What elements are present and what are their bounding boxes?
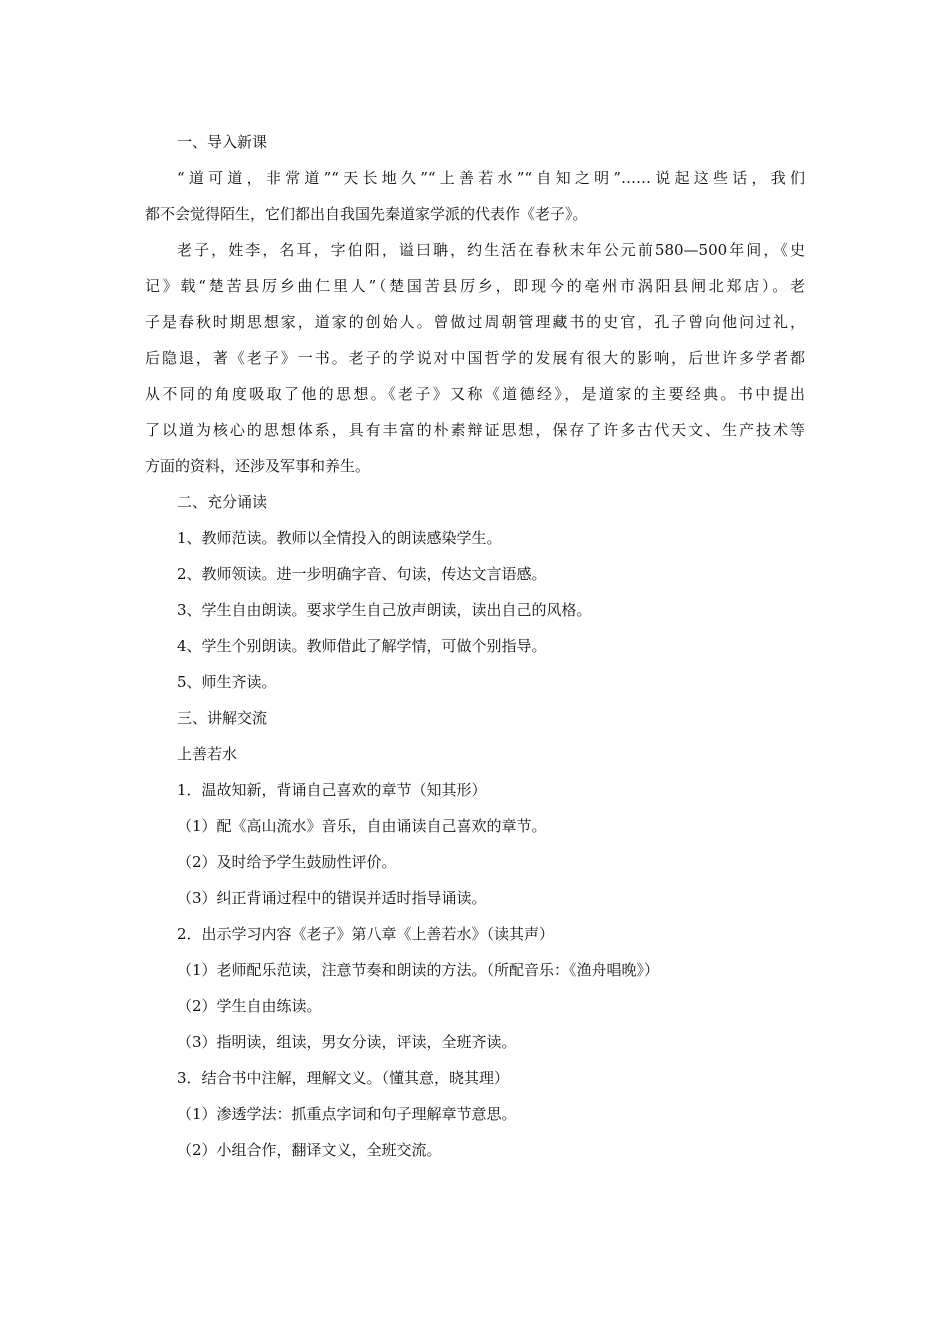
paragraph-line: 方面的资料，还涉及军事和养生。 (145, 457, 371, 475)
reading-steps-list (145, 520, 805, 700)
section-heading-reading: 二、充分诵读 (177, 493, 268, 511)
list-item: （2）及时给予学生鼓励性评价。 (177, 853, 397, 871)
list-item: （1）渗透学法：抓重点字词和句子理解章节意思。 (177, 1105, 517, 1123)
paragraph-laozi-bio (145, 232, 805, 484)
paragraph-line: 子是春秋时期思想家，道家的创始人。曾做过周朝管理藏书的史官，孔子曾向他问过礼， (145, 313, 805, 331)
section-heading-intro: 一、导入新课 (177, 133, 268, 151)
list-item: （2）学生自由练读。 (177, 997, 322, 1015)
list-item: 3、学生自由朗读。要求学生自己放声朗读，读出自己的风格。 (177, 601, 592, 619)
subsection-title: 上善若水 (177, 745, 238, 763)
list-item: 2、教师领读。进一步明确字音、句读，传达文言语感。 (177, 565, 547, 583)
section-heading-explain: 三、讲解交流 (177, 709, 268, 727)
list-item: （1）老师配乐范读，注意节奏和朗读的方法。（所配音乐：《渔舟唱晚》） (177, 961, 660, 979)
document-body (145, 124, 805, 1168)
list-item: （2）小组合作，翻译文义，全班交流。 (177, 1141, 442, 1159)
list-item: 4、学生个别朗读。教师借此了解学情，可做个别指导。 (177, 637, 547, 655)
list-item: （1）配《高山流水》音乐，自由诵读自己喜欢的章节。 (177, 817, 547, 835)
explain-steps-list (145, 772, 805, 1168)
paragraph-quotes (145, 160, 805, 232)
paragraph-line: 后隐退，著《老子》一书。老子的学说对中国哲学的发展有很大的影响，后世许多学者都 (145, 349, 805, 367)
paragraph-line: 从不同的角度吸取了他的思想。《老子》又称《道德经》，是道家的主要经典。书中提出 (145, 385, 805, 403)
paragraph-line: 了以道为核心的思想体系，具有丰富的朴素辩证思想，保存了许多古代天文、生产技术等 (145, 421, 805, 439)
paragraph-line: “道可道，非常道”“天长地久”“上善若水”“自知之明”……说起这些话，我们 (177, 169, 805, 187)
list-item: 5、师生齐读。 (177, 673, 277, 691)
list-item: 1．温故知新，背诵自己喜欢的章节（知其形） (177, 781, 487, 799)
list-item: 2．出示学习内容《老子》第八章《上善若水》（读其声） (177, 925, 555, 943)
list-item: 3．结合书中注解，理解文义。（懂其意，晓其理） (177, 1069, 510, 1087)
paragraph-line: 都不会觉得陌生，它们都出自我国先秦道家学派的代表作《老子》。 (145, 205, 588, 223)
list-item: （3）纠正背诵过程中的错误并适时指导诵读。 (177, 889, 487, 907)
list-item: 1、教师范读。教师以全情投入的朗读感染学生。 (177, 529, 502, 547)
paragraph-line: 老子，姓李，名耳，字伯阳，谥曰聃，约生活在春秋末年公元前580—500年间，《史 (177, 241, 805, 259)
paragraph-line: 记》载“楚苦县厉乡曲仁里人”（楚国苦县厉乡，即现今的亳州市涡阳县闸北郑店）。老 (145, 277, 805, 295)
list-item: （3）指明读，组读，男女分读，评读，全班齐读。 (177, 1033, 517, 1051)
